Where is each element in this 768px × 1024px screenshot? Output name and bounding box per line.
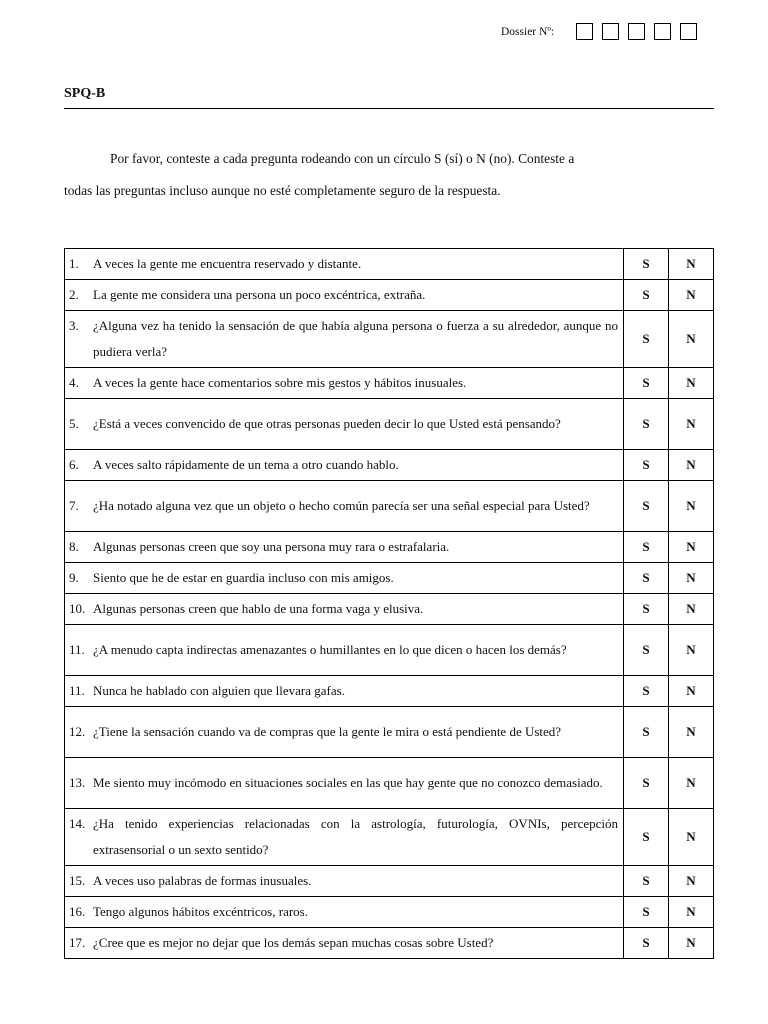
instructions [64,143,664,207]
question-number: 1. [69,256,79,271]
dossier-digit-box[interactable] [602,23,619,40]
answer-yes-option[interactable]: S [624,928,669,959]
question-cell [65,866,624,897]
question-number: 14. [69,816,86,831]
answer-no-option[interactable]: N [669,594,714,625]
question-number: 8. [69,539,79,554]
answer-yes-option[interactable]: S [624,758,669,809]
question-number: 15. [69,873,86,888]
dossier-digit-box[interactable] [654,23,671,40]
question-text: A veces uso palabras de formas inusuales. [93,873,312,888]
question-cell [65,399,624,450]
question-cell [65,594,624,625]
instructions-line-2: todas las preguntas incluso aunque no esté completamente seguro de la respuesta. [64,183,501,198]
question-cell [65,532,624,563]
answer-yes-option[interactable]: S [624,532,669,563]
form-title: SPQ-B [64,86,106,101]
question-row [65,450,714,481]
question-cell [65,676,624,707]
question-number: 12. [69,724,86,739]
answer-yes-option[interactable]: S [624,450,669,481]
question-row [65,594,714,625]
dossier-boxes [576,23,697,40]
question-number: 6. [69,457,79,472]
answer-yes-option[interactable]: S [624,399,669,450]
question-text: ¿Alguna vez ha tenido la sensación de que había alguna persona o fuerza a su alrededor, aunque no pudiera verla? [93,318,618,359]
question-number: 5. [69,416,79,431]
question-cell [65,897,624,928]
answer-yes-option[interactable]: S [624,311,669,368]
answer-yes-option[interactable]: S [624,897,669,928]
question-cell [65,481,624,532]
answer-no-option[interactable]: N [669,676,714,707]
answer-no-option[interactable]: N [669,481,714,532]
question-number: 4. [69,375,79,390]
question-row [65,368,714,399]
question-text: ¿Cree que es mejor no dejar que los demás sepan muchas cosas sobre Usted? [93,935,494,950]
answer-yes-option[interactable]: S [624,249,669,280]
question-number: 11. [69,683,85,698]
answer-yes-option[interactable]: S [624,368,669,399]
question-text: ¿A menudo capta indirectas amenazantes o humillantes en lo que dicen o hacen los demás? [93,642,567,657]
question-text: Me siento muy incómodo en situaciones sociales en las que hay gente que no conozco demasiado. [93,775,603,790]
question-cell [65,311,624,368]
answer-yes-option[interactable]: S [624,481,669,532]
question-row [65,758,714,809]
question-text: A veces salto rápidamente de un tema a otro cuando hablo. [93,457,399,472]
question-text: Algunas personas creen que soy una persona muy rara o estrafalaria. [93,539,450,554]
answer-yes-option[interactable]: S [624,707,669,758]
question-cell [65,758,624,809]
question-cell [65,280,624,311]
answer-yes-option[interactable]: S [624,866,669,897]
answer-yes-option[interactable]: S [624,594,669,625]
answer-yes-option[interactable]: S [624,563,669,594]
answer-no-option[interactable]: N [669,532,714,563]
answer-yes-option[interactable]: S [624,625,669,676]
question-cell [65,707,624,758]
dossier-digit-box[interactable] [628,23,645,40]
answer-no-option[interactable]: N [669,280,714,311]
question-row [65,481,714,532]
answer-yes-option[interactable]: S [624,676,669,707]
title-divider [64,108,714,109]
answer-no-option[interactable]: N [669,897,714,928]
answer-no-option[interactable]: N [669,866,714,897]
question-text: La gente me considera una persona un poco excéntrica, extraña. [93,287,426,302]
question-row [65,676,714,707]
answer-no-option[interactable]: N [669,809,714,866]
question-text: A veces la gente me encuentra reservado y distante. [93,256,362,271]
question-text: Tengo algunos hábitos excéntricos, raros. [93,904,308,919]
question-number: 17. [69,935,86,950]
question-text: ¿Ha tenido experiencias relacionadas con la astrología, futurología, OVNIs, percepción extrasensorial o un sexto sentido? [93,816,618,857]
question-row [65,809,714,866]
question-row [65,280,714,311]
question-cell [65,625,624,676]
question-text: ¿Ha notado alguna vez que un objeto o hecho común parecía ser una señal especial para Usted? [93,498,590,513]
answer-no-option[interactable]: N [669,758,714,809]
question-number: 9. [69,570,79,585]
question-row [65,249,714,280]
question-row [65,928,714,959]
question-text: Siento que he de estar en guardia incluso con mis amigos. [93,570,394,585]
question-number: 7. [69,498,79,513]
question-row [65,707,714,758]
question-cell [65,809,624,866]
question-cell [65,928,624,959]
question-cell [65,450,624,481]
question-text: Nunca he hablado con alguien que llevara gafas. [93,683,345,698]
question-cell [65,563,624,594]
question-number: 3. [69,318,79,333]
question-number: 2. [69,287,79,302]
question-number: 16. [69,904,86,919]
answer-no-option[interactable]: N [669,928,714,959]
question-cell [65,249,624,280]
dossier-digit-box[interactable] [680,23,697,40]
answer-no-option[interactable]: N [669,625,714,676]
question-number: 11. [69,642,85,657]
answer-no-option[interactable]: N [669,368,714,399]
answer-no-option[interactable]: N [669,311,714,368]
dossier-label: Dossier Nº: [501,25,555,38]
question-row [65,897,714,928]
answer-no-option[interactable]: N [669,563,714,594]
question-number: 13. [69,775,86,790]
question-text: A veces la gente hace comentarios sobre mis gestos y hábitos inusuales. [93,375,467,390]
answer-yes-option[interactable]: S [624,809,669,866]
instructions-line-1: Por favor, conteste a cada pregunta rodeando con un círculo S (sí) o N (no). Conteste a [110,151,575,166]
question-row [65,866,714,897]
question-row [65,625,714,676]
answer-no-option[interactable]: N [669,399,714,450]
question-row [65,532,714,563]
answer-no-option[interactable]: N [669,707,714,758]
question-number: 10. [69,601,86,616]
dossier-digit-box[interactable] [576,23,593,40]
dossier-number [501,23,697,40]
answer-no-option[interactable]: N [669,450,714,481]
questions-table [64,248,714,959]
answer-yes-option[interactable]: S [624,280,669,311]
question-row [65,311,714,368]
question-cell [65,368,624,399]
question-row [65,563,714,594]
question-text: ¿Tiene la sensación cuando va de compras que la gente le mira o está pendiente de Usted? [93,724,562,739]
question-text: ¿Está a veces convencido de que otras personas pueden decir lo que Usted está pensando? [93,416,561,431]
answer-no-option[interactable]: N [669,249,714,280]
question-row [65,399,714,450]
question-text: Algunas personas creen que hablo de una forma vaga y elusiva. [93,601,424,616]
